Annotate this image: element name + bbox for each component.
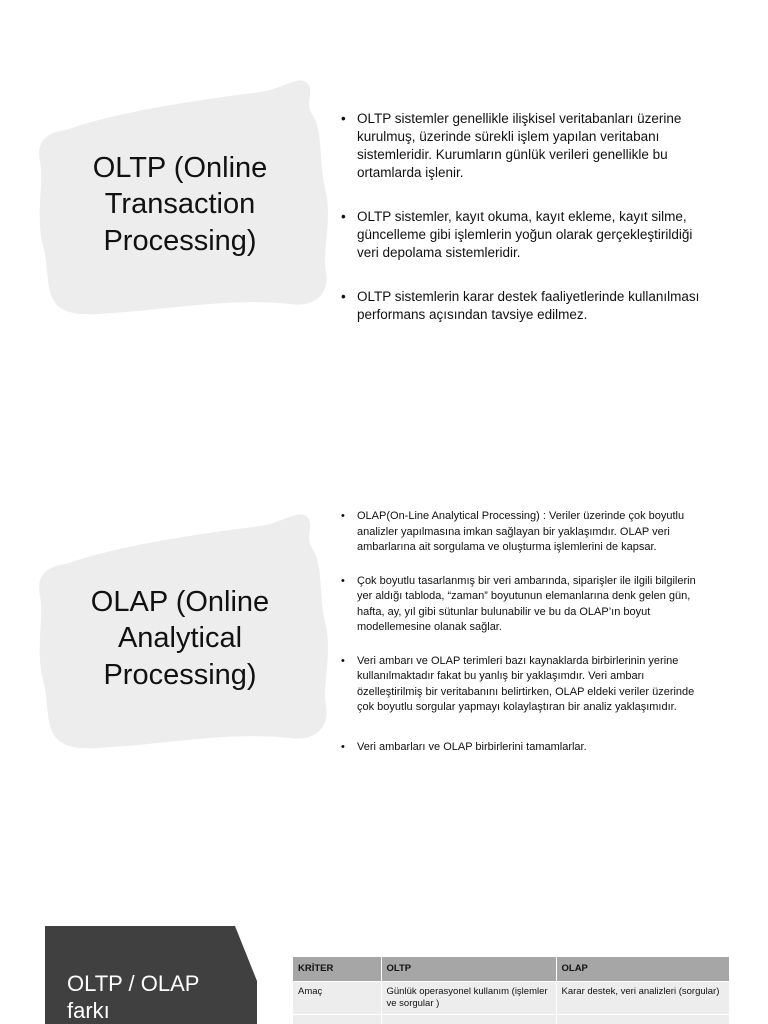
table-row (293, 1014, 729, 1024)
column-header-olap: OLAP (556, 957, 729, 981)
column-header-oltp: OLTP (381, 957, 556, 981)
bullet-list (341, 509, 701, 773)
table-cell (381, 1014, 556, 1024)
slide-title: OLTP / OLAP farkı (67, 971, 200, 1023)
comparison-table (293, 957, 730, 1024)
table-cell (293, 1014, 381, 1024)
table-row (293, 981, 729, 1014)
bullet-item: • OLAP(On-Line Analytical Processing) : Veriler üzerinde çok boyutlu analizler yapılmasına imkan sağlayan bir yaklaşımdır. OLAP veri ambarlarına ait sorgulama ve oluşturma işlemlerini de kapsar. (341, 509, 701, 556)
bullet-item: • Veri ambarları ve OLAP birbirlerini tamamlarlar. (341, 740, 701, 756)
slide-oltp (0, 0, 768, 432)
bullet-item: • OLTP sistemlerin karar destek faaliyetlerinde kullanılması performans açısından tavsiye edilmez. (341, 288, 713, 324)
table-cell (556, 1014, 729, 1024)
table-header-row (293, 957, 729, 981)
table-cell: Amaç (293, 981, 381, 1014)
slide-title: OLAP (Online Analytical Processing) (90, 586, 270, 691)
table-cell: Günlük operasyonel kullanım (işlemler ve sorgular ) (381, 981, 556, 1014)
bullet-item: • OLTP sistemler, kayıt okuma, kayıt ekleme, kayıt silme, güncelleme gibi işlemlerin yoğun olarak gerçekleştirildiği veri depolama sistemleridir. (341, 208, 713, 262)
bullet-item: • Veri ambarı ve OLAP terimleri bazı kaynaklarda birbirlerinin yerine kullanılmaktadır fakat bu yanlış bir yaklaşımdır. Veri ambarı özelleştirilmiş bir veritabanını belirtirken, OLAP eldeki veriler üzerinde çok boyutlu sorgular yapmayı kolaylaştıran bir analiz yaklaşımıdır. (341, 654, 701, 716)
slide-comparison (0, 904, 768, 1024)
slide-olap (0, 452, 768, 884)
slide-title: OLTP (Online Transaction Processing) (92, 152, 268, 257)
bullet-item: • Çok boyutlu tasarlanmış bir veri ambarında, siparişler ile ilgili bilgilerin yer aldığı tabloda, “zaman” boyutunun elemanlarına denk gelen gün, hafta, ay, yıl gibi sütunlar bulunabilir ve bu da OLAP’ın boyut modellemesine olanak sağlar. (341, 574, 701, 636)
bullet-list (341, 110, 713, 350)
table-cell: Karar destek, veri analizleri (sorgular) (556, 981, 729, 1014)
bullet-item: • OLTP sistemler genellikle ilişkisel veritabanları üzerine kurulmuş, üzerinde sürekli işlem yapılan veritabanı sistemleridir. Kurumların günlük verileri genellikle bu ortamlarda işlenir. (341, 110, 713, 182)
column-header-criterion: KRİTER (293, 957, 381, 981)
